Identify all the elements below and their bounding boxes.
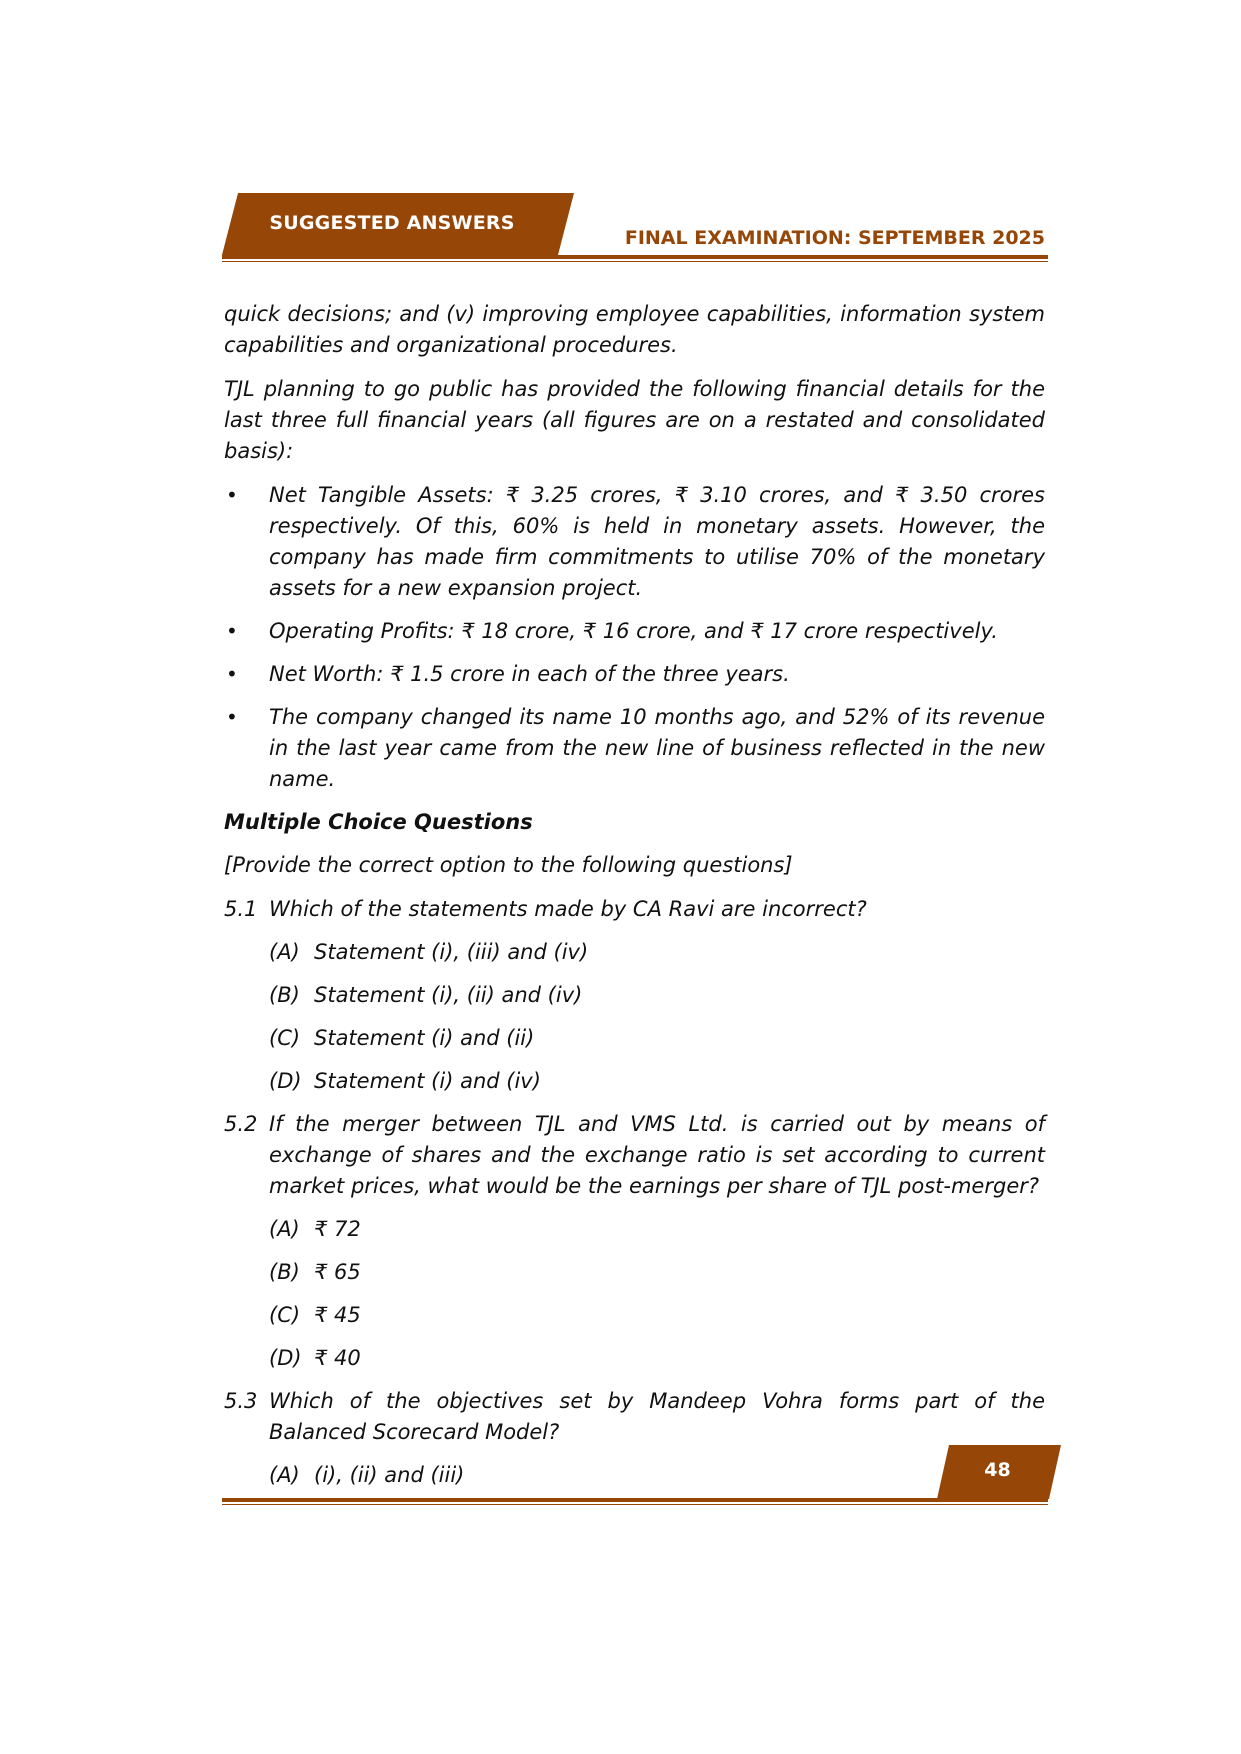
option <box>224 1257 1045 1288</box>
option <box>224 1214 1045 1245</box>
option-text: ₹ 65 <box>314 1260 361 1284</box>
option <box>224 1460 1045 1491</box>
list-item <box>224 616 1045 647</box>
mcq-heading: Multiple Choice Questions <box>224 810 533 834</box>
question-5-2 <box>224 1109 1045 1202</box>
option-letter: (C) <box>269 1026 301 1050</box>
option-letter: (D) <box>269 1346 302 1370</box>
option <box>224 1066 1045 1097</box>
option-letter: (B) <box>269 983 300 1007</box>
option-text: ₹ 72 <box>314 1217 361 1241</box>
option-text: ₹ 40 <box>314 1346 361 1370</box>
bullet-icon: • <box>226 483 238 507</box>
question-text: Which of the objectives set by Mandeep Vohra forms part of the Balanced Scorecard Model? <box>269 1389 1045 1444</box>
bullet-text: Operating Profits: ₹ 18 crore, ₹ 16 crore, and ₹ 17 crore respectively. <box>269 619 998 643</box>
footer-rule <box>222 1498 1048 1502</box>
bullet-text: Net Tangible Assets: ₹ 3.25 crores, ₹ 3.10 crores, and ₹ 3.50 crores respectively. Of this, 60% is held in monetary assets. However, the company has made firm commitments to utilise 70% of the monetary assets for a new expansion project. <box>269 483 1045 600</box>
bullet-icon: • <box>226 705 238 729</box>
mcq-instruction: [Provide the correct option to the following questions] <box>224 853 793 877</box>
option-letter: (B) <box>269 1260 300 1284</box>
option <box>224 1300 1045 1331</box>
bullet-text: Net Worth: ₹ 1.5 crore in each of the three years. <box>269 662 790 686</box>
financial-details-list <box>224 480 1045 795</box>
header-left-label: SUGGESTED ANSWERS <box>269 212 515 234</box>
list-item <box>224 659 1045 690</box>
option-text: ₹ 45 <box>314 1303 361 1327</box>
option-letter: (A) <box>269 940 300 964</box>
paragraph-continuation: quick decisions; and (v) improving employee capabilities, information system capabilities and organizational procedures. <box>224 302 1045 357</box>
question-5-1 <box>224 894 1045 925</box>
question-5-3 <box>224 1386 1045 1448</box>
option-text: Statement (i), (iii) and (iv) <box>314 940 589 964</box>
header-right-label: FINAL EXAMINATION: SEPTEMBER 2025 <box>624 227 1045 249</box>
option-letter: (D) <box>269 1069 302 1093</box>
question-number: 5.2 <box>224 1112 258 1136</box>
bullet-icon: • <box>226 619 238 643</box>
option-letter: (A) <box>269 1217 300 1241</box>
paragraph-intro: TJL planning to go public has provided the following financial details for the last three full financial years (all figures are on a restated and consolidated basis): <box>224 377 1045 463</box>
option <box>224 1023 1045 1054</box>
bullet-text: The company changed its name 10 months ago, and 52% of its revenue in the last year came from the new line of business reflected in the new name. <box>269 705 1045 791</box>
question-number: 5.1 <box>224 897 258 921</box>
bullet-icon: • <box>226 662 238 686</box>
page-content <box>224 299 1045 1503</box>
option-text: Statement (i) and (ii) <box>314 1026 535 1050</box>
option-letter: (C) <box>269 1303 301 1327</box>
header-rule-thin <box>222 261 1048 262</box>
option-text: Statement (i), (ii) and (iv) <box>314 983 583 1007</box>
footer-rule-thin <box>222 1504 1048 1505</box>
option <box>224 1343 1045 1374</box>
option <box>224 980 1045 1011</box>
option-text: (i), (ii) and (iii) <box>314 1463 465 1487</box>
option-text: Statement (i) and (iv) <box>314 1069 541 1093</box>
question-number: 5.3 <box>224 1389 258 1413</box>
question-text: If the merger between TJL and VMS Ltd. is carried out by means of exchange of shares and the exchange ratio is set according to current market prices, what would be the earnings per share of TJL post-merger? <box>269 1112 1045 1198</box>
list-item <box>224 702 1045 795</box>
list-item <box>224 480 1045 604</box>
header-rule <box>222 255 1048 259</box>
option-letter: (A) <box>269 1463 300 1487</box>
option <box>224 937 1045 968</box>
question-text: Which of the statements made by CA Ravi are incorrect? <box>269 897 867 921</box>
page-number: 48 <box>984 1459 1011 1481</box>
